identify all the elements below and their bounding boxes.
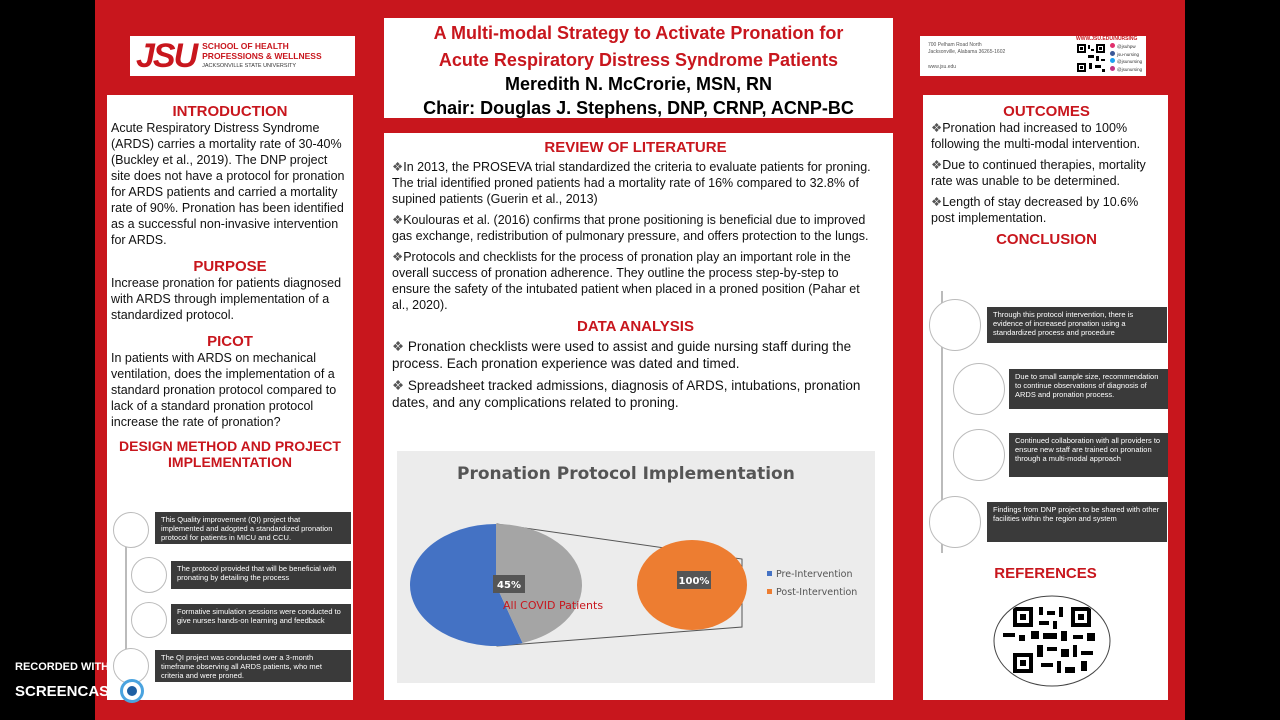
data-analysis-heading: DATA ANALYSIS (577, 318, 694, 335)
screencast-logo-icon (120, 679, 144, 703)
poster-title-line1: A Multi-modal Strategy to Activate Pronation for (433, 23, 844, 43)
outcomes-heading: OUTCOMES (1003, 103, 1090, 120)
school-line2: PROFESSIONS & WELLNESS (202, 51, 322, 61)
design-text-2: The protocol provided that will be beneficial with pronating by detailing the process (171, 561, 351, 589)
jsu-logo: JSU (136, 36, 197, 75)
conclusion-flow (923, 291, 1168, 556)
design-item-3 (131, 602, 351, 636)
social-link-4[interactable] (1110, 66, 1142, 74)
data-bullet-2: ❖ Spreadsheet tracked admissions, diagnosis of ARDS, intubations, pronation dates, and any complications related to proning. (392, 378, 861, 410)
social-link-3[interactable] (1110, 58, 1142, 66)
pre-percent-label: 45% (497, 580, 521, 591)
outcome-bullet-1: ❖Pronation had increased to 100% following the multi-modal intervention. (931, 121, 1141, 151)
design-circle-2 (131, 557, 167, 593)
social3-text: @jsunursing (1117, 59, 1143, 64)
picot-heading: PICOT (207, 333, 253, 350)
conclusion-circle-3 (953, 429, 1005, 481)
outcome-bullet-1-text: Pronation had increased to 100% following the multi-modal intervention. (931, 121, 1141, 151)
conclusion-circle-2 (953, 363, 1005, 415)
outcome-bullet-3-text: Length of stay decreased by 10.6% post implementation. (931, 195, 1139, 225)
conclusion-text-1: Through this protocol intervention, there is evidence of increased pronation using a standardized process and procedure (987, 307, 1167, 343)
qr-code-small-icon (1076, 43, 1106, 73)
review-bullet-3-text: Protocols and checklists for the process of pronation play an important role in the overall success of pronation adherence. They outline the process step-by-step to ensure the safety of the intubated patient when placed in a proned position (Pahar et al., 2020). (392, 250, 860, 312)
design-text-1: This Quality improvement (QI) project that implemented and adopted a standardized pronation protocol for patients in MICU and CCU. (155, 512, 351, 544)
references-heading: REFERENCES (994, 565, 1097, 582)
purpose-text: Increase pronation for patients diagnosed with ARDS through implementation of a standardized protocol. (111, 276, 342, 322)
legend-post: Post-Intervention (776, 587, 858, 598)
review-bullet-2: ❖Koulouras et al. (2016) confirms that prone positioning is beneficial due to improved gas exchange, redistribution of pulmonary pressure, and offers protection to the lungs. (392, 213, 869, 243)
review-bullet-2-text: Koulouras et al. (2016) confirms that prone positioning is beneficial due to improved gas exchange, redistribution of pulmonary pressure, and offers protection to the lungs. (392, 213, 869, 243)
conclusion-text-3: Continued collaboration with all providers to ensure new staff are trained on pronation through a multi-modal approach (1009, 433, 1168, 477)
design-text-3: Formative simulation sessions were conducted to give nurses hands-on learning and feedback (171, 604, 351, 634)
social-link-2[interactable] (1110, 51, 1142, 59)
data-bullet-1: ❖ Pronation checklists were used to assist and guide nursing staff during the process. Each pronation experience was dated and timed. (392, 339, 852, 371)
review-heading: REVIEW OF LITERATURE (544, 139, 727, 156)
chart-title: Pronation Protocol Implementation (457, 464, 795, 484)
outcome-bullet-3: ❖Length of stay decreased by 10.6% post implementation. (931, 195, 1139, 225)
left-column (107, 95, 353, 700)
conclusion-item-2 (953, 363, 1168, 415)
design-item-1 (113, 512, 351, 546)
legend-marker-post (767, 589, 772, 594)
introduction-text: Acute Respiratory Distress Syndrome (ARDS) carries a mortality rate of 30-40% (Buckley et al., 2019). The DNP project site does not have a protocol for pronation for ARDS patients and carried a mortality rate of 90%. Pronation has been identified as a successful non-invasive intervention for ARDS. (111, 121, 345, 247)
school-line3: JACKSONVILLE STATE UNIVERSITY (202, 63, 297, 69)
contact-url: WWW.JSU.EDU/NURSING (1076, 36, 1138, 42)
chart-svg (397, 451, 875, 683)
poster-title-line2: Acute Respiratory Distress Syndrome Patients (438, 50, 839, 70)
conclusion-circle-1 (929, 299, 981, 351)
school-line1: SCHOOL OF HEALTH (202, 41, 289, 51)
contact-address (928, 42, 1005, 71)
introduction-heading: INTRODUCTION (172, 103, 288, 120)
social4-text: @jsunursing (1117, 66, 1143, 72)
design-text-4: The QI project was conducted over a 3-month timeframe observing all ARDS patients, who met criteria and were proned. (155, 650, 351, 682)
review-list (392, 159, 879, 313)
conclusion-text-2: Due to small sample size, recommendation to continue observations of diagnosis of ARDS and pronation process. (1009, 369, 1168, 409)
conclusion-heading: CONCLUSION (996, 231, 1097, 248)
picot-text: In patients with ARDS on mechanical ventilation, does the implementation of a standard pronation protocol compared to lack of a standard pronation protocol increase the rate of pronation? (111, 351, 337, 429)
chair: Chair: Douglas J. Stephens, DNP, CRNP, ACNP-BC (423, 98, 854, 118)
conclusion-text-4: Findings from DNP project to be shared with other facilities within the region and system (987, 502, 1167, 542)
contact-panel (920, 36, 1146, 76)
watermark-screencast: SCREENCAST (15, 682, 119, 700)
references-qr-icon[interactable] (993, 595, 1111, 687)
watermark-recorded: RECORDED WITH (15, 661, 110, 673)
design-flow (107, 510, 353, 690)
social2-text: jsu-nursing (1117, 51, 1140, 57)
conclusion-circle-4 (929, 496, 981, 548)
social-links (1110, 43, 1142, 73)
review-bullet-1: ❖In 2013, the PROSEVA trial standardized the criteria to evaluate patients for proning. The trial identified proned patients had a mortality rate of 16% compared to 32.8% of supined patients (Guerin et al., 2013) (392, 160, 871, 206)
review-bullet-1-text: In 2013, the PROSEVA trial standardized the criteria to evaluate patients for proning. The trial identified proned patients had a mortality rate of 16% compared to 32.8% of supined patients (Guerin et al., 2013) (392, 160, 871, 206)
design-item-4 (113, 648, 351, 682)
pre-series-label: All COVID Patients (503, 599, 604, 612)
design-circle-3 (131, 602, 167, 638)
contact-web: www.jsu.edu (928, 64, 957, 70)
social1-text: @jsuhpw (1117, 44, 1136, 49)
logo-panel (130, 36, 355, 76)
watermark-matic: MATIC (146, 682, 193, 700)
conclusion-item-1 (929, 299, 1168, 351)
legend-pre: Pre-Intervention (776, 569, 853, 580)
data-bullet-2-text: Spreadsheet tracked admissions, diagnosis of ARDS, intubations, pronation dates, and any complications related to proning. (392, 378, 861, 410)
purpose-heading: PURPOSE (193, 258, 267, 275)
address-line1: 700 Pelham Road North (928, 42, 982, 48)
outcome-bullet-2-text: Due to continued therapies, mortality rate was unable to be determined. (931, 158, 1146, 188)
author: Meredith N. McCrorie, MSN, RN (504, 74, 773, 94)
outcome-bullet-2: ❖Due to continued therapies, mortality rate was unable to be determined. (931, 158, 1146, 188)
review-bullet-3: ❖Protocols and checklists for the process of pronation play an important role in the overall success of pronation adherence. They outline the process step-by-step to ensure the safety of the intubated patient when placed in a proned position (Pahar et al., 2020). (392, 250, 860, 312)
right-column (923, 95, 1168, 700)
design-circle-1 (113, 512, 149, 548)
design-item-2 (131, 557, 351, 591)
address-line2: Jacksonville, Alabama 36265-1602 (928, 49, 1006, 55)
social-link-1[interactable] (1110, 43, 1142, 51)
pronation-chart (397, 451, 875, 683)
title-panel (384, 18, 893, 118)
watermark-logo (15, 679, 193, 703)
conclusion-item-4 (929, 496, 1168, 548)
conclusion-item-3 (953, 429, 1168, 481)
post-percent-label: 100% (678, 576, 710, 587)
legend-marker-pre (767, 571, 772, 576)
design-heading: DESIGN METHOD AND PROJECT IMPLEMENTATION (119, 438, 341, 470)
school-name (202, 41, 322, 71)
data-bullet-1-text: Pronation checklists were used to assist and guide nursing staff during the process. Each pronation experience was dated and timed. (392, 339, 852, 371)
